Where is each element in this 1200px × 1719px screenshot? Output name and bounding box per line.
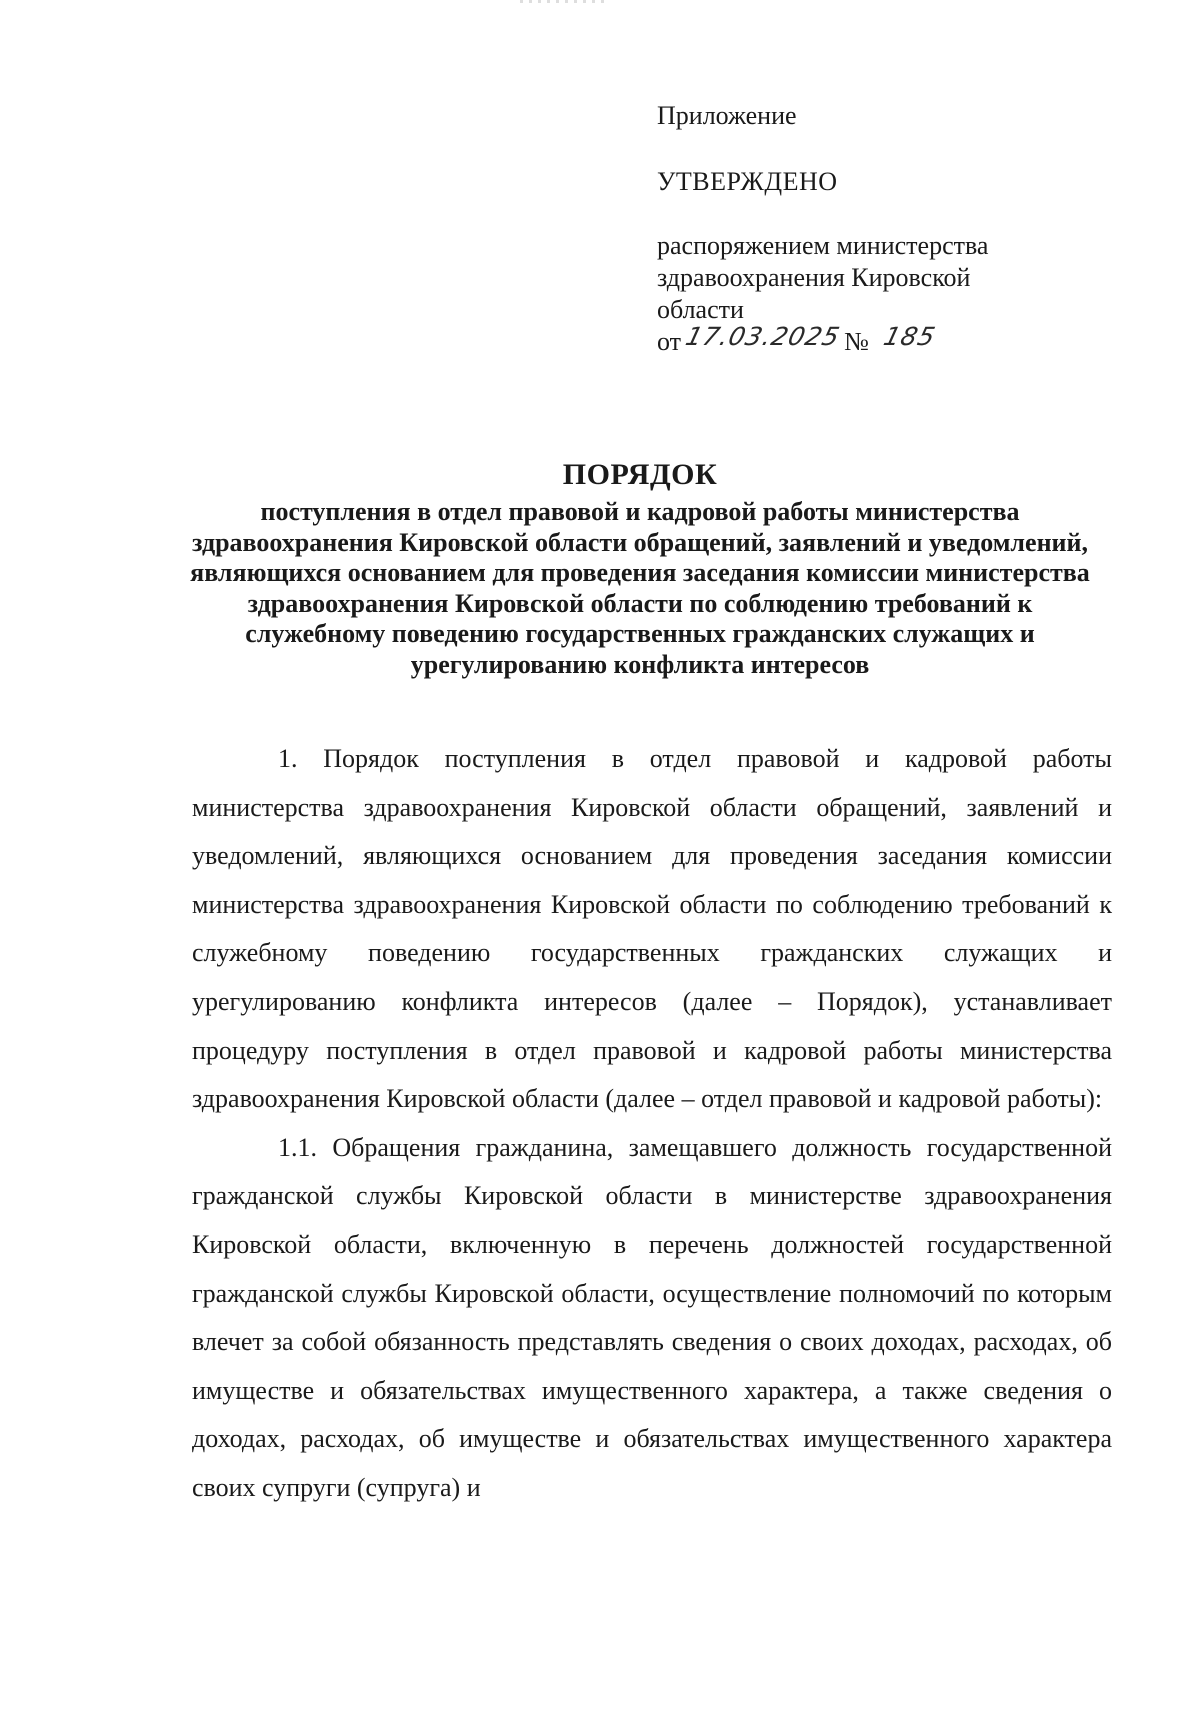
order-line-1: распоряжением министерства: [657, 231, 989, 260]
annex-label: Приложение: [657, 101, 797, 130]
paragraph-1-1: 1.1. Обращения гражданина, замещавшего должность государственной гражданской службы Кировской области в министерстве здравоохранения Кировской области, включенную в перечень должностей государственной гражданской службы Кировской области, осуществление полномочий по которым влечет за собой обязанность представлять сведения о своих доходах, расходах, об имуществе и обязательствах имущественного характера, а также сведения о доходах, расходах, об имуществе и обязательствах имущественного характера своих супруги (супруга) и: [192, 1132, 1112, 1502]
approval-stamp-block: [657, 100, 1087, 358]
document-body: [192, 735, 1112, 1513]
document-subtitle: поступления в отдел правовой и кадровой работы министерства здравоохранения Кировской области обращений, заявлений и уведомлений, являющихся основанием для проведения заседания комиссии министерства здравоохранения Кировской области по соблюдению требований к служебному поведению государственных гражданских служащих и урегулированию конфликта интересов: [190, 497, 1090, 679]
document-title-block: [160, 455, 1120, 680]
order-line-3: области: [657, 295, 744, 324]
date-prefix: от: [657, 327, 682, 356]
handwritten-date: 17.03.2025: [682, 322, 844, 351]
approval-order-reference: [657, 230, 1087, 358]
order-date-line: [657, 322, 1087, 358]
paragraph-1: 1. Порядок поступления в отдел правовой и кадровой работы министерства здравоохранения Кировской области обращений, заявлений и уведомлений, являющихся основанием для проведения заседания комиссии министерства здравоохранения Кировской области по соблюдению требований к служебному поведению государственных гражданских служащих и урегулированию конфликта интересов (далее – Порядок), устанавливает процедуру поступления в отдел правовой и кадровой работы министерства здравоохранения Кировской области (далее – отдел правовой и кадровой работы):: [192, 744, 1112, 1114]
scan-artifact: [520, 0, 610, 3]
number-sign: №: [844, 327, 869, 356]
handwritten-number: 185: [880, 322, 939, 351]
document-title: ПОРЯДОК: [562, 458, 718, 491]
order-line-2: здравоохранения Кировской: [657, 263, 971, 292]
approved-label: УТВЕРЖДЕНО: [657, 167, 838, 196]
